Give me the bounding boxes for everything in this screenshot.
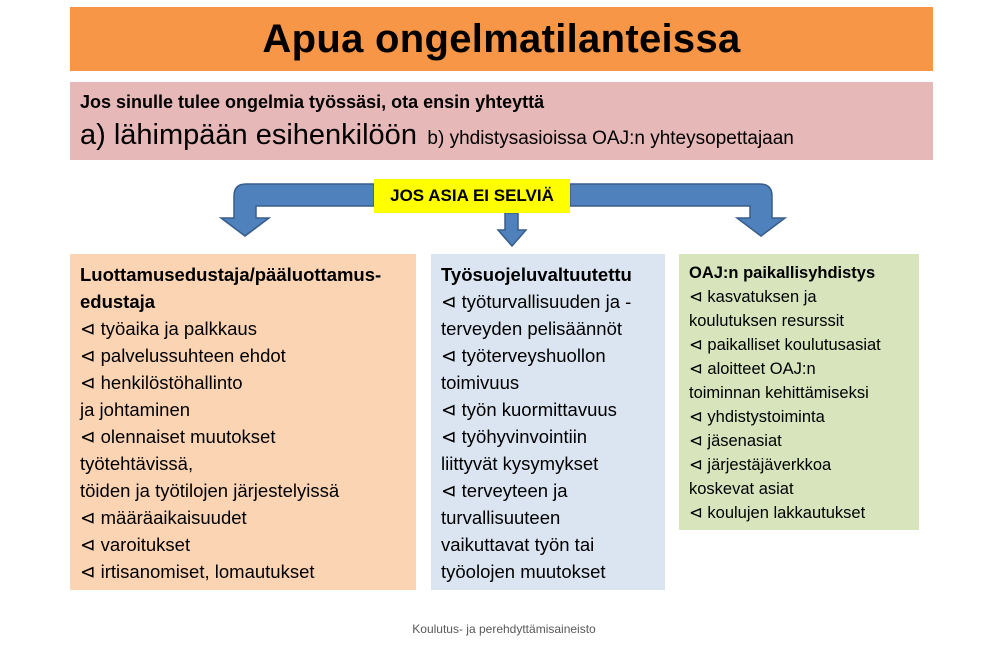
list-item: ⊲ varoitukset — [80, 534, 191, 555]
list-item: ⊲ terveyteen ja — [441, 480, 568, 501]
list-item: ⊲ paikalliset koulutusasiat — [689, 336, 881, 354]
list-item: koulutuksen resurssit — [689, 312, 844, 330]
page-title: Apua ongelmatilanteissa — [262, 16, 741, 61]
list-item: ⊲ määräaikaisuudet — [80, 507, 247, 528]
box-local-association — [679, 254, 919, 530]
list-item: ⊲ irtisanomiset, lomautukset — [80, 561, 315, 582]
list-item: ⊲ palvelussuhteen ehdot — [80, 345, 286, 366]
list-item: liittyvät kysymykset — [441, 453, 599, 474]
box-heading: Luottamusedustaja/pääluottamus- — [80, 264, 382, 285]
condition-label: JOS ASIA EI SELVIÄ — [374, 179, 570, 213]
list-item: työtehtävissä, — [80, 453, 194, 474]
footer-caption: Koulutus- ja perehdyttämisaineisto — [412, 622, 596, 636]
contact-intro: Jos sinulle tulee ongelmia työssäsi, ota ensin yhteyttä — [80, 92, 545, 112]
list-item: toimivuus — [441, 372, 520, 393]
list-item: turvallisuuteen — [441, 507, 561, 528]
option-b-contact-teacher: b) yhdistysasioissa OAJ:n yhteysopettajaan — [427, 128, 794, 149]
list-item: ⊲ yhdistystoiminta — [689, 408, 825, 426]
list-item: ⊲ työhyvinvointiin — [441, 426, 588, 447]
list-item: ja johtaminen — [80, 399, 191, 420]
box-shop-steward — [70, 254, 416, 590]
list-item: ⊲ työturvallisuuden ja - — [441, 291, 632, 312]
arrow-left — [221, 184, 374, 236]
list-item: ⊲ työn kuormittavuus — [441, 399, 617, 420]
list-item: ⊲ olennaiset muutokset — [80, 426, 276, 447]
box-heading: edustaja — [80, 291, 156, 312]
list-item: ⊲ työaika ja palkkaus — [80, 318, 257, 339]
list-item: vaikuttavat työn tai — [441, 534, 595, 555]
option-a-supervisor: a) lähimpään esihenkilöön — [80, 119, 417, 151]
list-item: työolojen muutokset — [441, 561, 606, 582]
list-item: ⊲ järjestäjäverkkoa — [689, 456, 832, 474]
list-item: ⊲ henkilöstöhallinto — [80, 372, 243, 393]
list-item: ⊲ koulujen lakkautukset — [689, 504, 866, 522]
list-item: ⊲ aloitteet OAJ:n — [689, 360, 816, 378]
list-item: terveyden pelisäännöt — [441, 318, 623, 339]
list-item: töiden ja työtilojen järjestelyissä — [80, 480, 340, 501]
arrow-right — [570, 184, 785, 236]
box-heading: OAJ:n paikallisyhdistys — [689, 264, 876, 282]
list-item: koskevat asiat — [689, 480, 794, 498]
list-item: ⊲ jäsenasiat — [689, 432, 782, 450]
list-item: ⊲ työterveyshuollon — [441, 345, 606, 366]
arrow-center — [498, 213, 526, 246]
box-heading: Työsuojeluvaltuutettu — [441, 264, 632, 285]
list-item: ⊲ kasvatuksen ja — [689, 288, 817, 306]
list-item: toiminnan kehittämiseksi — [689, 384, 869, 402]
box-safety-representative — [431, 254, 665, 590]
